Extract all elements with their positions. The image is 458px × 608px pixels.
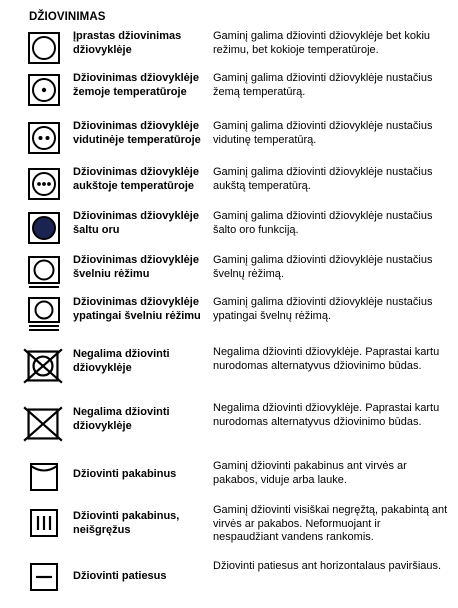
symbol-description: Gaminį džiovinti visiškai negręžtą, pakabintą ant virvės ar pakabos. Neformuojant ir nespaudžiant vandens rankomis. [213, 504, 448, 543]
symbol-description: Gaminį galima džiovinti džiovyklėje nustačius ypatingai švelnų rėžimą. [213, 296, 433, 322]
tumble-dry-high-heat-icon [26, 166, 62, 202]
symbol-description: Negalima džiovinti džiovyklėje. Paprastai kartu nurodomas alternatyvus džiovinimo būdas. [213, 346, 440, 372]
tumble-dry-low-heat-icon [26, 72, 62, 108]
symbol-name: Džiovinti patiesus [73, 570, 167, 582]
symbol-description: Gaminį džiovinti pakabinus ant virvės ar pakabos, viduje arba lauke. [213, 460, 407, 486]
symbol-description: Negalima džiovinti džiovyklėje. Paprastai kartu nurodomas alternatyvus džiovinimo būdas. [213, 402, 440, 428]
symbol-description: Gaminį galima džiovinti džiovyklėje nustačius šalto oro funkciją. [213, 210, 433, 236]
dry-flat-icon [26, 560, 62, 596]
symbol-name: Džiovinimas džiovyklėje vidutinėje temperatūroje [73, 120, 201, 146]
symbol-description: Gaminį galima džiovinti džiovyklėje nustačius žemą temperatūrą. [213, 72, 433, 98]
symbol-name: Džiovinti pakabinus, neišgręžus [73, 510, 180, 536]
symbol-description: Džiovinti patiesus ant horizontalaus paviršiaus. [213, 560, 442, 572]
tumble-dry-very-gentle-icon [26, 296, 62, 332]
symbol-description: Gaminį galima džiovinti džiovyklėje bet kokiu režimu, bet kokioje temperatūroje. [213, 30, 431, 56]
tumble-dry-no-heat-icon [26, 210, 62, 246]
line-dry-icon [26, 460, 62, 496]
tumble-dry-medium-heat-icon [26, 120, 62, 156]
drip-dry-icon [26, 506, 62, 542]
symbol-name: Džiovinimas džiovyklėje šaltu oru [73, 210, 199, 236]
do-not-tumble-dry-icon [23, 404, 63, 444]
symbol-name: Negalima džiovinti džiovyklėje [73, 406, 170, 432]
symbol-description: Gaminį galima džiovinti džiovyklėje nustačius vidutinę temperatūrą. [213, 120, 433, 146]
symbol-name: Įprastas džiovinimas džiovyklėje [73, 30, 182, 56]
section-title: DŽIOVINIMAS [29, 11, 106, 23]
symbol-name: Džiovinimas džiovyklėje švelniu rėžimu [73, 254, 199, 280]
symbol-name: Džiovinimas džiovyklėje aukštoje temperatūroje [73, 166, 199, 192]
do-not-tumble-dry-circle-icon [23, 346, 63, 386]
symbol-description: Gaminį galima džiovinti džiovyklėje nustačius švelnų rėžimą. [213, 254, 433, 280]
symbol-name: Džiovinimas džiovyklėje ypatingai švelniu rėžimu [73, 296, 201, 322]
tumble-dry-normal-icon [26, 30, 62, 66]
symbol-name: Džiovinti pakabinus [73, 468, 177, 480]
tumble-dry-gentle-icon [26, 254, 62, 290]
symbol-description: Gaminį galima džiovinti džiovyklėje nustačius aukštą temperatūrą. [213, 166, 433, 192]
symbol-name: Džiovinimas džiovyklėje žemoje temperatūroje [73, 72, 199, 98]
symbol-name: Negalima džiovinti džiovyklėje [73, 348, 170, 374]
